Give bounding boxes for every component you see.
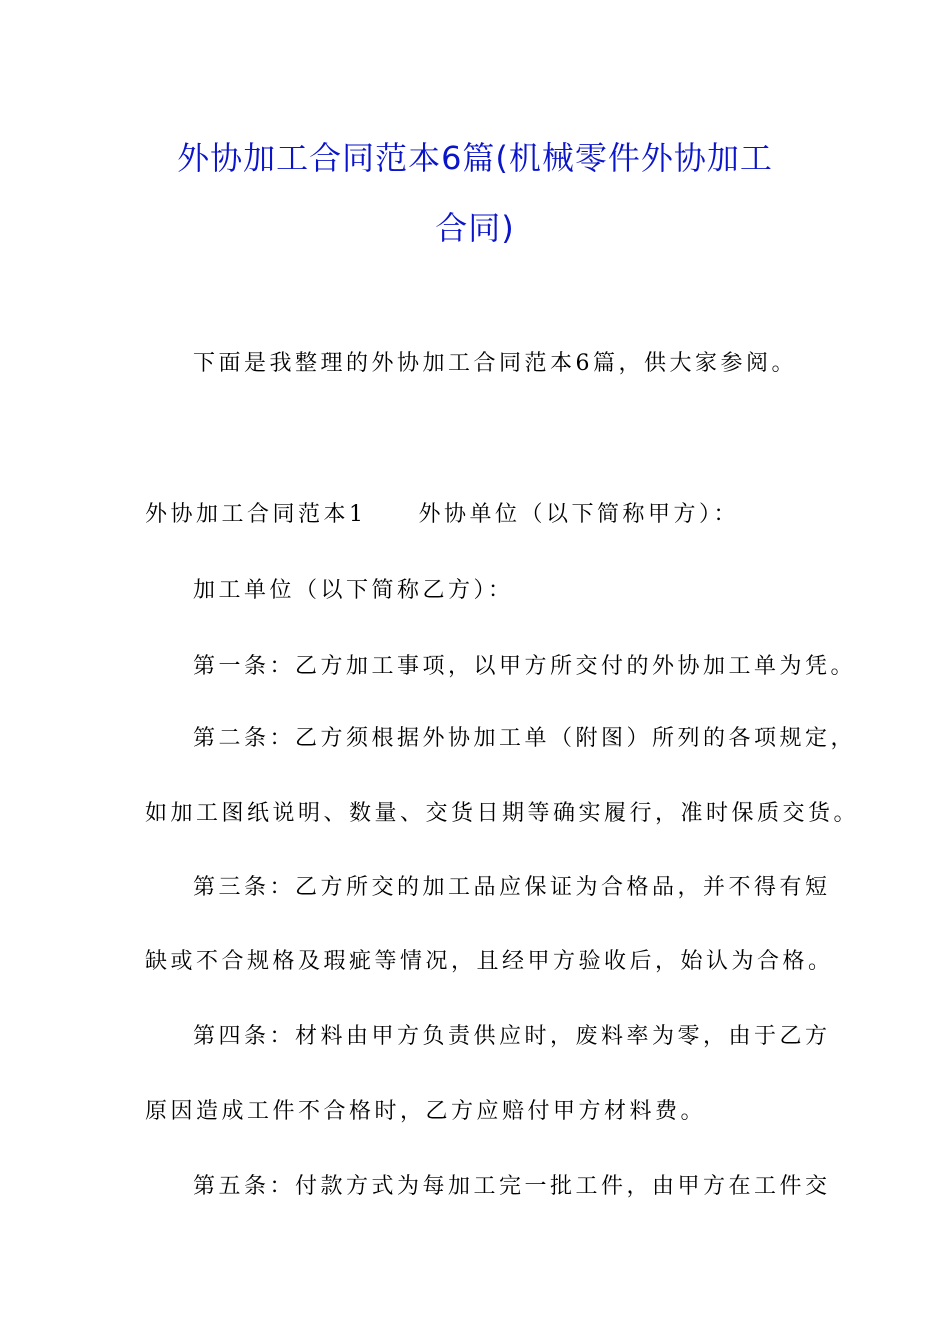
document-title-line-2: 合同) bbox=[435, 209, 515, 247]
section-heading: 外协加工合同范本1 bbox=[145, 502, 367, 527]
party-b-label: 加工单位（以下简称乙方）： bbox=[193, 578, 514, 603]
article-5-line-1: 第五条：付款方式为每加工完一批工件，由甲方在工件交 bbox=[193, 1174, 831, 1199]
article-3-line-2: 缺或不合规格及瑕疵等情况，且经甲方验收后，始认为合格。 bbox=[145, 949, 834, 974]
article-2-line-2: 如加工图纸说明、数量、交货日期等确实履行，准时保质交货。 bbox=[145, 801, 860, 826]
article-4-line-2: 原因造成工件不合格时，乙方应赔付甲方材料费。 bbox=[145, 1099, 707, 1124]
intro-paragraph: 下面是我整理的外协加工合同范本6篇，供大家参阅。 bbox=[193, 351, 797, 376]
document-title-line-1: 外协加工合同范本6篇(机械零件外协加工 bbox=[177, 139, 773, 177]
party-a-label: 外协单位（以下简称甲方）： bbox=[418, 502, 740, 527]
article-2-line-1: 第二条：乙方须根据外协加工单（附图）所列的各项规定， bbox=[193, 726, 857, 751]
section-heading-line bbox=[145, 497, 739, 528]
article-4-line-1: 第四条：材料由甲方负责供应时，废料率为零，由于乙方 bbox=[193, 1024, 831, 1049]
article-3-line-1: 第三条：乙方所交的加工品应保证为合格品，并不得有短 bbox=[193, 875, 831, 900]
article-1: 第一条：乙方加工事项，以甲方所交付的外协加工单为凭。 bbox=[193, 654, 857, 679]
